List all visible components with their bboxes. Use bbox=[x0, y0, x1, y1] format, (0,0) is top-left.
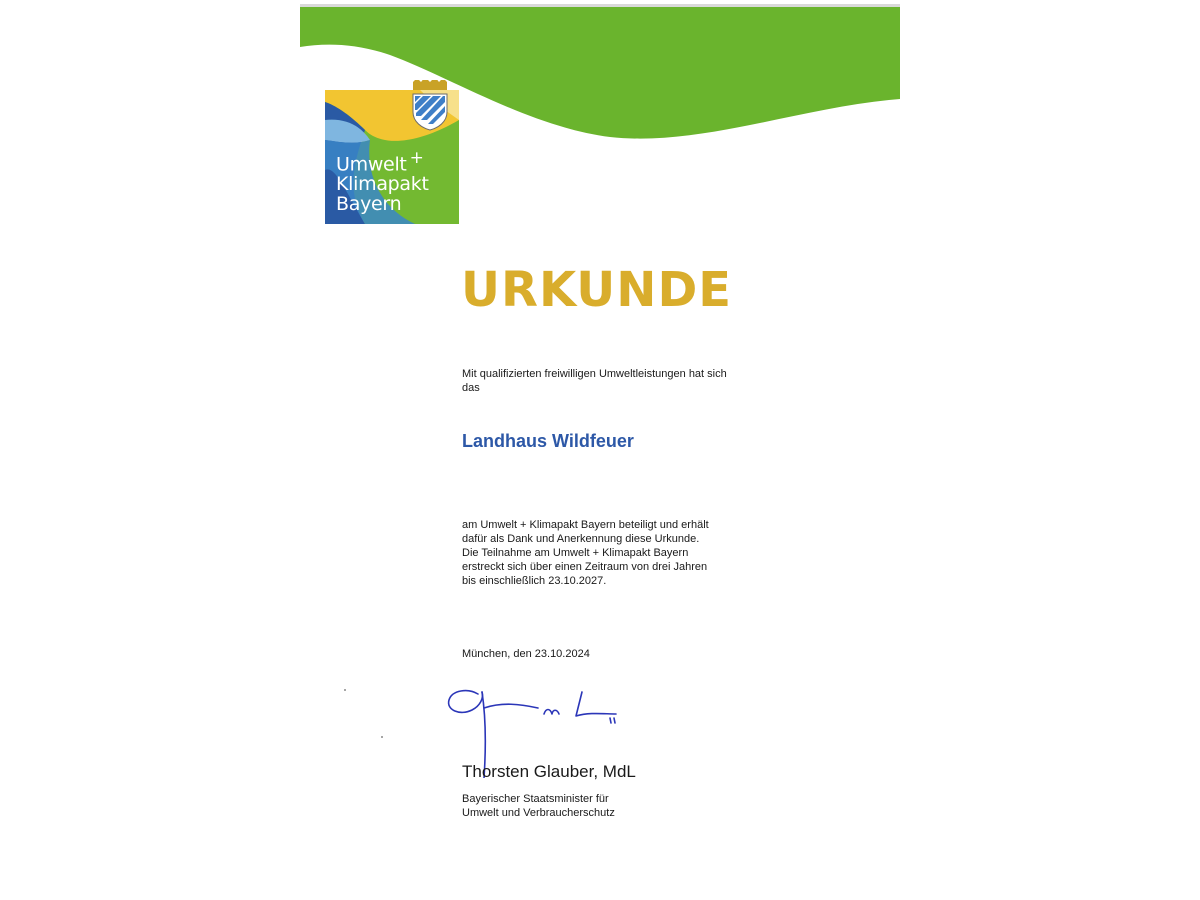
logo-line-klimapakt: Klimapakt bbox=[336, 173, 429, 196]
recipient-name: Landhaus Wildfeuer bbox=[462, 431, 634, 451]
logo-line-bayern: Bayern bbox=[336, 193, 402, 216]
intro-line: Mit qualifizierten freiwilligen Umweltleistungen hat sich bbox=[462, 368, 727, 380]
signer-title-line: Bayerischer Staatsminister für bbox=[462, 793, 609, 805]
bavarian-coat-of-arms-icon bbox=[413, 80, 447, 130]
intro-text bbox=[462, 367, 762, 395]
signer-title-line: Umwelt und Verbraucherschutz bbox=[462, 807, 615, 819]
details-line: erstreckt sich über einen Zeitraum von drei Jahren bbox=[462, 561, 708, 573]
signer-title bbox=[462, 792, 762, 820]
logo-line-umwelt: Umwelt bbox=[336, 153, 407, 176]
details-line: am Umwelt + Klimapakt Bayern beteiligt und erhält bbox=[462, 519, 709, 531]
certificate-details bbox=[462, 518, 762, 588]
logo-plus: + bbox=[409, 148, 424, 168]
details-line: Die Teilnahme am Umwelt + Klimapakt Bayern bbox=[462, 547, 689, 559]
logo-wordmark bbox=[336, 148, 429, 214]
signer-name: Thorsten Glauber, MdL bbox=[462, 762, 636, 781]
certificate-title: URKUNDE bbox=[461, 262, 733, 318]
intro-line: das bbox=[462, 382, 480, 394]
scan-speck bbox=[381, 736, 383, 738]
details-line: bis einschließlich 23.10.2027. bbox=[462, 575, 607, 587]
details-line: dafür als Dank und Anerkennung diese Urkunde. bbox=[462, 533, 700, 545]
place-and-date: München, den 23.10.2024 bbox=[462, 648, 590, 660]
scan-speck bbox=[344, 689, 346, 691]
